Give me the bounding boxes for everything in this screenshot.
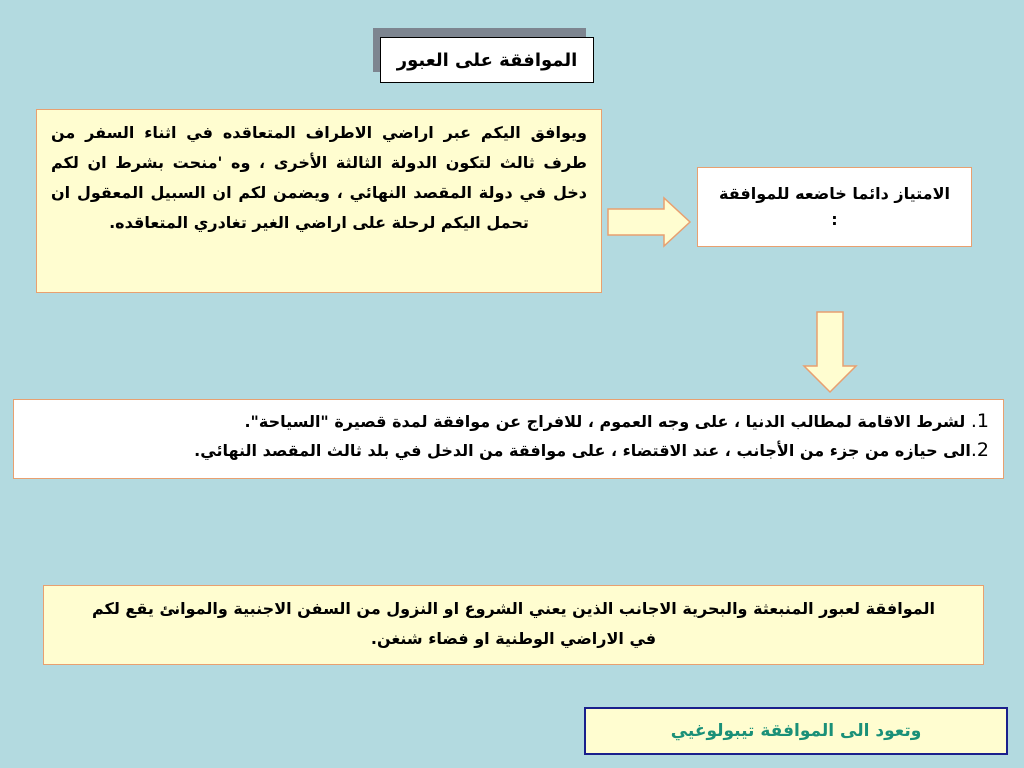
list-item-text: لشرط الاقامة لمطالب الدنيا ، على وجه العموم ، للافراج عن موافقة لمدة قصيرة "السياحة". [244, 412, 971, 431]
list-item-number: 1. [970, 410, 989, 432]
sea-transit-box [43, 585, 984, 665]
list-item-text: الى حيازه من جزء من الأجانب ، عند الاقتضاء ، على موافقة من الدخل في بلد ثالث المقصد النهائي. [194, 441, 971, 460]
typology-footer [584, 707, 1008, 755]
down-arrow-icon [802, 310, 858, 394]
privilege-text: الامتياز دائما خاضعه للموافقة : [719, 184, 950, 229]
privilege-box [697, 167, 972, 247]
transit-description-box [36, 109, 602, 293]
transit-description-text: ويوافق اليكم عبر اراضي الاطراف المتعاقده في اثناء السفر من طرف ثالث لتكون الدولة الثالثة الأخرى ، وه 'منحت بشرط ان لكم دخل في دولة المقصد النهائي ، ويضمن لكم ان السبيل المعقول ان تحمل اليكم لرحلة على اراضي الغير تغادري المتعاقده. [51, 123, 587, 232]
conditions-list [13, 399, 1004, 479]
right-arrow-icon [606, 196, 692, 248]
list-item [28, 407, 989, 436]
list-item-number: 2. [970, 439, 989, 461]
typology-text: وتعود الى الموافقة تيبولوغيي [670, 721, 922, 741]
page-title: الموافقة على العبور [380, 37, 594, 83]
list-item [28, 436, 989, 465]
sea-transit-text: الموافقة لعبور المنبعثة والبحرية الاجانب الذين يعني الشروع او النزول من السفن الاجنبية والموانئ يقع لكم في الاراضي الوطنية او فضاء شنغن. [91, 599, 935, 648]
